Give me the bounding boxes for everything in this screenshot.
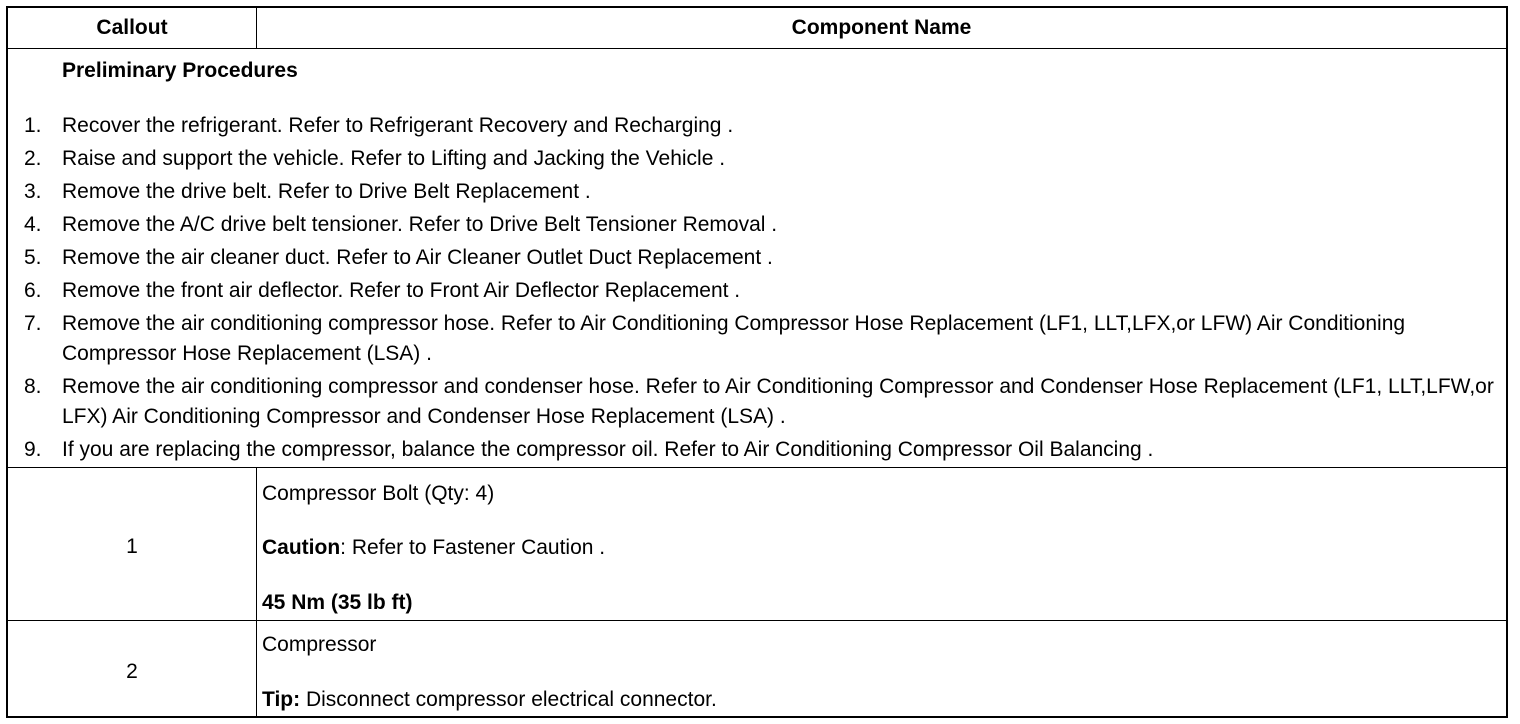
procedure-table (6, 6, 1508, 718)
preliminary-title: Preliminary Procedures (62, 59, 298, 82)
step-number: 8. (24, 375, 42, 398)
tip-text: Disconnect compressor electrical connector. (300, 688, 717, 711)
callout-number: 2 (126, 660, 138, 683)
step-text: Remove the front air deflector. Refer to Front Air Deflector Replacement . (62, 279, 741, 302)
step-text: Remove the A/C drive belt tensioner. Refer to Drive Belt Tensioner Removal . (62, 213, 778, 236)
preliminary-bottom-rule (8, 467, 1506, 468)
header-divider (256, 8, 257, 48)
step-number: 3. (24, 180, 42, 203)
step-item (8, 309, 1498, 369)
step-text: Remove the air cleaner duct. Refer to Air Cleaner Outlet Duct Replacement . (62, 246, 773, 269)
step-item (8, 243, 1498, 273)
step-text: Recover the refrigerant. Refer to Refrigerant Recovery and Recharging . (62, 114, 734, 137)
step-text: Raise and support the vehicle. Refer to Lifting and Jacking the Vehicle . (62, 147, 726, 170)
row1-divider (256, 467, 257, 620)
caution-note (262, 536, 605, 560)
step-item (8, 177, 1498, 207)
caution-label: Caution (262, 536, 341, 559)
header-callout: Callout (96, 16, 168, 39)
tip-note (262, 688, 717, 712)
step-item (8, 210, 1498, 240)
step-text: Remove the air conditioning compressor hose. Refer to Air Conditioning Compressor Hose Replacement (LF1, LLT,LFX,or LFW) Air Conditioning Compressor Hose Replacement (LSA) . (62, 312, 1406, 365)
header-bottom-rule (8, 48, 1506, 49)
step-item (8, 435, 1498, 465)
step-text: Remove the drive belt. Refer to Drive Belt Replacement . (62, 180, 591, 203)
step-number: 6. (24, 279, 42, 302)
torque-spec: 45 Nm (35 lb ft) (262, 591, 413, 614)
tip-label: Tip: (262, 688, 301, 711)
row2-divider (256, 620, 257, 716)
step-item (8, 111, 1498, 141)
step-text: If you are replacing the compressor, balance the compressor oil. Refer to Air Conditioning Compressor Oil Balancing . (62, 438, 1154, 461)
step-item (8, 276, 1498, 306)
preliminary-steps (8, 111, 1498, 468)
header-component-name: Component Name (791, 16, 972, 39)
step-text: Remove the air conditioning compressor and condenser hose. Refer to Air Conditioning Compressor and Condenser Hose Replacement (LF1, LLT,LFW,or LFX) Air Conditioning Compressor and Condenser Hose Replacement (LSA) . (62, 375, 1494, 428)
step-number: 7. (24, 312, 42, 335)
step-number: 2. (24, 147, 42, 170)
callout-number: 1 (126, 535, 138, 558)
step-number: 5. (24, 246, 42, 269)
step-number: 1. (24, 114, 42, 137)
component-name: Compressor (262, 633, 377, 656)
step-number: 4. (24, 213, 42, 236)
row1-bottom-rule (8, 620, 1506, 621)
caution-text: : Refer to Fastener Caution . (340, 536, 606, 559)
step-item (8, 372, 1498, 432)
component-name: Compressor Bolt (Qty: 4) (262, 482, 495, 505)
step-number: 9. (24, 438, 42, 461)
step-item (8, 144, 1498, 174)
